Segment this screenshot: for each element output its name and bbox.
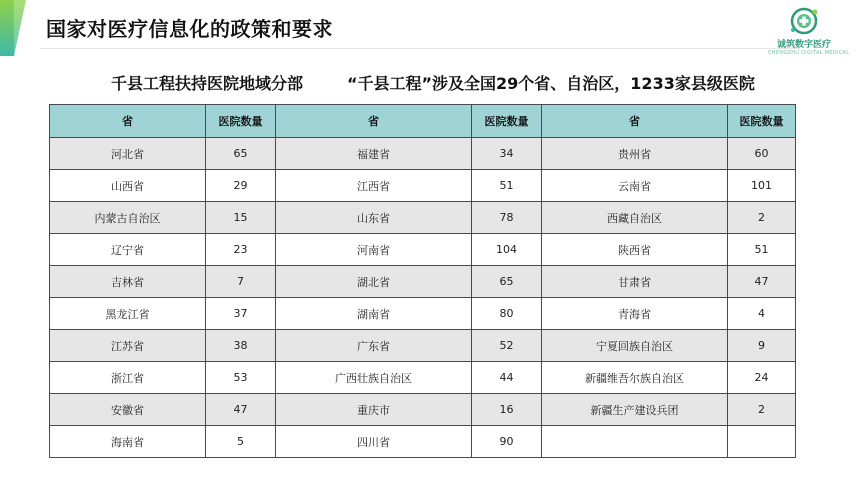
- table-header-row: [50, 105, 796, 138]
- count-cell: 47: [206, 394, 276, 426]
- count-cell: 44: [472, 362, 542, 394]
- province-cell: 安徽省: [50, 394, 206, 426]
- province-cell: 云南省: [542, 170, 728, 202]
- province-cell: 山西省: [50, 170, 206, 202]
- count-cell: 52: [472, 330, 542, 362]
- count-cell: 78: [472, 202, 542, 234]
- header-count-1: 医院数量: [206, 105, 276, 138]
- header-divider: [40, 48, 800, 49]
- accent-notch: [14, 0, 26, 56]
- logo-text: 诚筑数字医疗: [776, 40, 831, 50]
- hospital-table-container: [49, 104, 795, 458]
- province-cell: 山东省: [276, 202, 472, 234]
- count-cell: 29: [206, 170, 276, 202]
- count-cell: 2: [728, 202, 796, 234]
- table-row: [50, 298, 796, 330]
- count-cell: 4: [728, 298, 796, 330]
- table-row: [50, 330, 796, 362]
- table-row: [50, 170, 796, 202]
- count-cell: 16: [472, 394, 542, 426]
- province-cell: 陕西省: [542, 234, 728, 266]
- header-count-3: 医院数量: [728, 105, 796, 138]
- count-cell: 5: [206, 426, 276, 458]
- province-cell: 贵州省: [542, 138, 728, 170]
- count-cell: 53: [206, 362, 276, 394]
- table-row: [50, 426, 796, 458]
- table-row: [50, 138, 796, 170]
- province-cell: 青海省: [542, 298, 728, 330]
- province-cell: 湖南省: [276, 298, 472, 330]
- province-cell: 福建省: [276, 138, 472, 170]
- hospital-distribution-table: [49, 104, 796, 458]
- page-title: 国家对医疗信息化的政策和要求: [46, 17, 333, 41]
- count-cell: [728, 426, 796, 458]
- count-cell: 51: [728, 234, 796, 266]
- province-cell: 江西省: [276, 170, 472, 202]
- header-province-1: 省: [50, 105, 206, 138]
- table-row: [50, 202, 796, 234]
- province-cell: 海南省: [50, 426, 206, 458]
- count-cell: 2: [728, 394, 796, 426]
- count-cell: 104: [472, 234, 542, 266]
- province-cell: 重庆市: [276, 394, 472, 426]
- province-cell: [542, 426, 728, 458]
- count-cell: 7: [206, 266, 276, 298]
- province-cell: 湖北省: [276, 266, 472, 298]
- count-cell: 38: [206, 330, 276, 362]
- province-cell: 广东省: [276, 330, 472, 362]
- province-cell: 江苏省: [50, 330, 206, 362]
- subtitle-right: “千县工程”涉及全国29个省、自治区，1233家县级医院: [347, 74, 755, 93]
- province-cell: 宁夏回族自治区: [542, 330, 728, 362]
- province-cell: 黑龙江省: [50, 298, 206, 330]
- province-cell: 广西壮族自治区: [276, 362, 472, 394]
- table-row: [50, 394, 796, 426]
- province-cell: 内蒙古自治区: [50, 202, 206, 234]
- province-cell: 辽宁省: [50, 234, 206, 266]
- header-province-2: 省: [276, 105, 472, 138]
- medical-cross-icon: [787, 6, 821, 36]
- header-province-3: 省: [542, 105, 728, 138]
- province-cell: 新疆生产建设兵团: [542, 394, 728, 426]
- table-row: [50, 362, 796, 394]
- accent-bar: [0, 0, 14, 56]
- subtitle-left: 千县工程扶持医院地域分部: [111, 74, 304, 93]
- count-cell: 65: [472, 266, 542, 298]
- count-cell: 101: [728, 170, 796, 202]
- count-cell: 80: [472, 298, 542, 330]
- province-cell: 西藏自治区: [542, 202, 728, 234]
- logo: [768, 6, 850, 58]
- province-cell: 四川省: [276, 426, 472, 458]
- count-cell: 24: [728, 362, 796, 394]
- count-cell: 37: [206, 298, 276, 330]
- table-row: [50, 266, 796, 298]
- count-cell: 23: [206, 234, 276, 266]
- count-cell: 65: [206, 138, 276, 170]
- count-cell: 34: [472, 138, 542, 170]
- logo-subtext: CHENGZHU DIGITAL MEDICAL: [768, 50, 850, 56]
- province-cell: 新疆维吾尔族自治区: [542, 362, 728, 394]
- count-cell: 60: [728, 138, 796, 170]
- province-cell: 甘肃省: [542, 266, 728, 298]
- header-count-2: 医院数量: [472, 105, 542, 138]
- count-cell: 90: [472, 426, 542, 458]
- province-cell: 河北省: [50, 138, 206, 170]
- province-cell: 吉林省: [50, 266, 206, 298]
- count-cell: 51: [472, 170, 542, 202]
- province-cell: 浙江省: [50, 362, 206, 394]
- count-cell: 15: [206, 202, 276, 234]
- province-cell: 河南省: [276, 234, 472, 266]
- count-cell: 47: [728, 266, 796, 298]
- table-row: [50, 234, 796, 266]
- count-cell: 9: [728, 330, 796, 362]
